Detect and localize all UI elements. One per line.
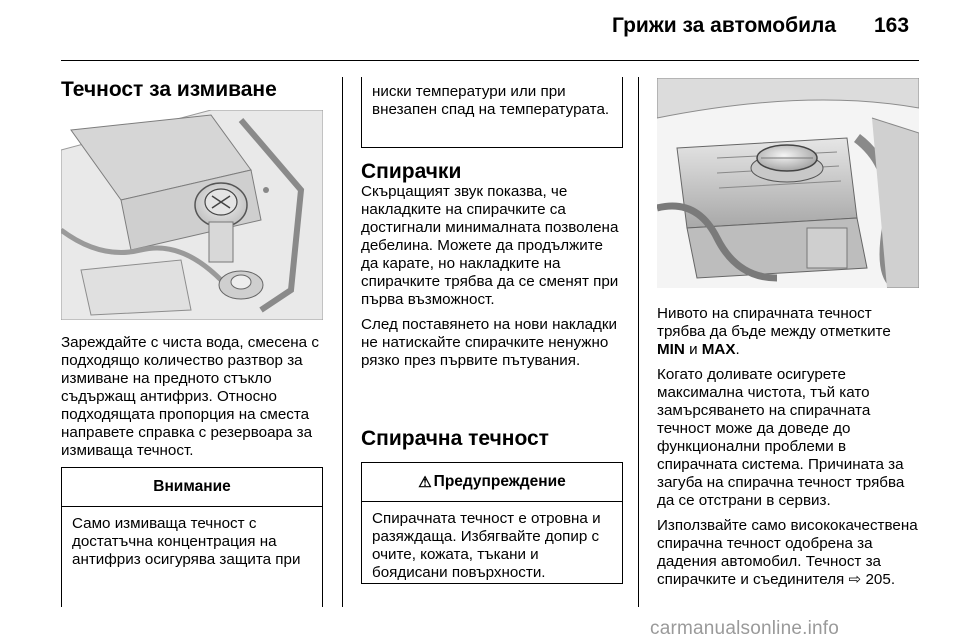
column-divider-1 [342, 77, 343, 607]
washer-fluid-reservoir-illustration [61, 110, 323, 320]
running-header-title: Грижи за автомобила [612, 14, 837, 37]
caution-box-continued-text: ниски температури или при внезапен спад на температурата. [372, 83, 610, 118]
brakes-text-1: Скърцащият звук показва, че накладките на спирачките са достигнали минималната позволена дебелина. Можете да продължите да карате, но накладките на спирачките трябва да се сменят при първа възможност. [361, 183, 619, 308]
caution-box-text: Само измиваща течност с достатъчна концентрация на антифриз осигурява защита при [72, 515, 301, 568]
page-reference-link[interactable]: 205 [865, 571, 891, 588]
section-heading-brake-fluid: Спирачна течност [361, 427, 549, 450]
warning-box-header [362, 463, 622, 502]
header-divider [61, 60, 919, 61]
column-divider-2 [638, 77, 639, 607]
min-mark-label: MIN [657, 341, 685, 358]
brake-fluid-spec-start: Използвайте само висококачествена спирачна течност одобрена за дадения автомобил. Течност за спирачките и съединителя [657, 517, 918, 588]
brake-fluid-level-end: . [735, 341, 740, 358]
section-heading-brakes: Спирачки [361, 160, 462, 183]
washer-reservoir-drawing [61, 110, 323, 320]
max-mark-label: MAX [701, 341, 736, 358]
watermark-text: carmanualsonline.info [650, 618, 840, 639]
warning-box-text: Спирачната течност е отровна и разяждаща. Избягвайте допир с очите, кожата, тъкани и боядисани повърхности. [372, 510, 601, 581]
caution-box-continued [361, 77, 623, 148]
page-reference-icon: ⇨ [848, 571, 862, 588]
brake-fluid-level-start: Нивото на спирачната течност трябва да бъде между отметките [657, 305, 891, 340]
caution-box-title: Внимание [62, 468, 322, 507]
page-number: 163 [874, 14, 910, 37]
brake-fluid-paragraphs [657, 305, 919, 596]
brake-fluid-reservoir-illustration [657, 78, 919, 288]
brakes-paragraphs [361, 183, 623, 377]
washer-fluid-paragraph [61, 334, 323, 467]
warning-triangle-icon: ⚠ [418, 474, 432, 491]
brake-fluid-level-text [657, 305, 919, 359]
topping-up-text: Когато доливате осигурете максимална чистота, тъй като замърсяването на спирачната течност може да доведе до функционални проблеми в спирачната система. Причината за загуба на спирачна течност трябва да се отстрани в сервиз. [657, 366, 905, 509]
washer-fluid-text: Зареждайте с чиста вода, смесена с подходящо количество разтвор за измиване на предното стъкло съдържащ антифриз. Относно подходящата пропорция на сместа направете справка с резервоара за измиваща течност. [61, 334, 319, 459]
section-heading-washer-fluid: Течност за измиване [61, 78, 277, 101]
caution-box [61, 467, 323, 607]
brakes-text-2: След поставянето на нови накладки не натискайте спирачките ненужно рязко през първите пътувания. [361, 316, 618, 369]
brake-fluid-level-and: и [684, 341, 702, 358]
brake-fluid-spec-text [657, 517, 919, 589]
warning-box-title: Предупреждение [433, 473, 566, 490]
warning-box [361, 462, 623, 584]
brake-reservoir-drawing [657, 78, 919, 288]
brake-fluid-spec-end: . [890, 571, 896, 588]
